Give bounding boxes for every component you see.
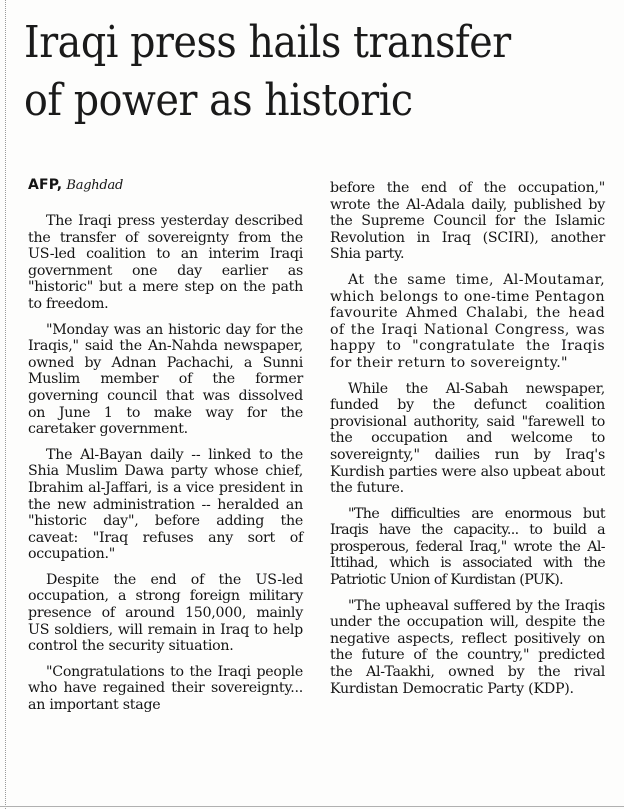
byline — [28, 176, 303, 195]
byline-place: Baghdad — [66, 178, 124, 193]
paragraph: Despite the end of the US-led occupation, a strong foreign military presence of around 150,000, mainly US soldiers, will remain in Iraq to help control the security situation. — [28, 571, 303, 655]
paragraph: The Iraqi press yesterday described the transfer of sovereignty from the US-led coalition to an interim Iraqi government one day earlier as "historic" but a mere step on the path to freedom. — [28, 213, 303, 312]
paragraph: While the Al-Sabah newspaper, funded by the defunct coalition provisional authority, said "farewell to the occupation and welcome to sovereignty," dailies run by Iraq's Kurdish parties were also upbeat about the future. — [330, 380, 605, 497]
byline-agency: AFP, — [28, 177, 63, 193]
headline-line-2: of power as historic — [24, 75, 413, 126]
paragraph: "Congratulations to the Iraqi people who have regained their sovereignty... an important stage — [28, 663, 303, 714]
headline-line-1: Iraqi press hails transfer — [24, 17, 511, 68]
paragraph: The Al-Bayan daily -- linked to the Shia Muslim Dawa party whose chief, Ibrahim al-Jaffari, is a vice president in the new administration -- heralded an "historic day", before adding the caveat: "Iraq refuses any sort of occupation." — [28, 446, 303, 563]
paragraph: "The upheaval suffered by the Iraqis under the occupation will, despite the negative aspects, reflect positively on the future of the country," predicted the Al-Taakhi, owned by the rival Kurdistan Democratic Party (KDP). — [330, 597, 605, 697]
right-column — [330, 180, 605, 706]
paragraph: "Monday was an historic day for the Iraqis," said the An-Nahda newspaper, owned by Adnan Pachachi, a Sunni Muslim member of the former governing council that was dissolved on June 1 to make way for the caretaker government. — [28, 321, 303, 438]
paragraph: At the same time, Al-Moutamar, which belongs to one-time Pentagon favourite Ahmed Chalabi, the head of the Iraqi National Congress, was happy to "congratulate the Iraqis for their return to sovereignty." — [330, 271, 605, 371]
paragraph: "The difficulties are enormous but Iraqis have the capacity... to build a prosperous, federal Iraq," wrote the Al-Ittihad, which is associated with the Patriotic Union of Kurdistan (PUK). — [330, 505, 605, 589]
left-column-rule — [5, 0, 6, 809]
bottom-rule — [0, 806, 624, 807]
left-column — [28, 176, 303, 723]
headline — [24, 14, 555, 130]
paragraph: before the end of the occupation," wrote the Al-Adala daily, published by the Supreme Council for the Islamic Revolution in Iraq (SCIRI), another Shia party. — [330, 180, 605, 263]
